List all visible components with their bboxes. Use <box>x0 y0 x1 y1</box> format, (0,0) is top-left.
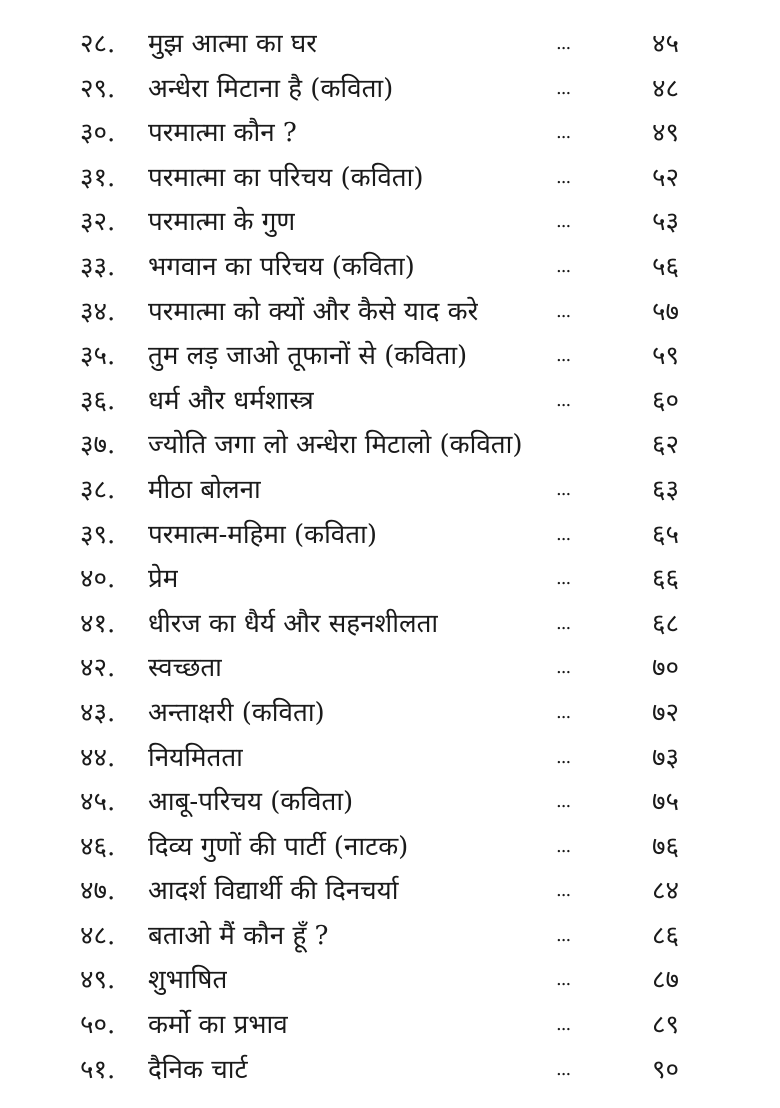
page-number: ८४ <box>652 876 680 907</box>
entry-title: परमात्म-महिमा (कविता) <box>148 519 377 550</box>
page-number: ६३ <box>652 474 680 505</box>
dot-leader: ... <box>556 880 571 902</box>
entry-number: ३४. <box>80 296 116 327</box>
dot-leader: ... <box>556 211 571 233</box>
entry-title: कर्मो का प्रभाव <box>148 1010 288 1041</box>
entry-title: तुम लड़ जाओ तूफानों से (कविता) <box>148 341 468 372</box>
page-number: ६८ <box>652 608 680 639</box>
entry-number: ३८. <box>80 474 116 505</box>
entry-title: धर्म और धर्मशास्त्र <box>148 385 314 416</box>
entry-title: ज्योति जगा लो अन्धेरा मिटालो (कविता) <box>148 430 523 461</box>
entry-title: परमात्मा कौन ? <box>148 118 297 149</box>
toc-entry <box>0 67 780 112</box>
entry-title: भगवान का परिचय (कविता) <box>148 251 415 282</box>
toc-entry <box>0 423 780 468</box>
page-number: ७५ <box>652 787 680 818</box>
dot-leader: ... <box>556 835 571 857</box>
entry-number: ५१. <box>80 1054 116 1085</box>
entry-number: ३९. <box>80 519 116 550</box>
toc-entry <box>0 646 780 691</box>
entry-number: ३६. <box>80 385 116 416</box>
entry-title: मुझ आत्मा का घर <box>148 29 317 59</box>
toc-entry <box>0 780 780 825</box>
dot-leader: ... <box>556 746 571 768</box>
toc-entry <box>0 22 780 67</box>
entry-number: ३७. <box>80 430 116 461</box>
toc-entry <box>0 156 780 201</box>
dot-leader: ... <box>556 345 571 367</box>
toc-entry <box>0 513 780 558</box>
toc-entry <box>0 869 780 914</box>
page-number: ६५ <box>652 519 680 550</box>
page-number: ७६ <box>652 831 680 862</box>
dot-leader: ... <box>556 523 571 545</box>
toc-entry <box>0 111 780 156</box>
dot-leader: ... <box>556 77 571 99</box>
page-number: ७२ <box>652 697 680 728</box>
page-number: ४९ <box>652 118 680 149</box>
entry-number: ४३. <box>80 697 116 728</box>
toc-entry <box>0 958 780 1003</box>
page-number: ८७ <box>652 965 680 996</box>
page-number: ७० <box>652 653 680 684</box>
entry-number: ४५. <box>80 787 116 818</box>
toc-entry <box>0 200 780 245</box>
entry-title: परमात्मा का परिचय (कविता) <box>148 162 424 193</box>
entry-title: बताओ मैं कौन हूँ ? <box>148 920 329 951</box>
page-number: ६० <box>652 385 680 416</box>
entry-number: ४८. <box>80 920 116 951</box>
entry-number: ३३. <box>80 251 116 282</box>
toc-entry <box>0 1003 780 1048</box>
dot-leader: ... <box>556 1058 571 1080</box>
page-number: ५२ <box>652 162 680 193</box>
entry-number: ४६. <box>80 831 116 862</box>
page-number: ५७ <box>652 296 680 327</box>
entry-number: ४१. <box>80 608 116 639</box>
toc-entry <box>0 914 780 959</box>
dot-leader: ... <box>556 791 571 813</box>
toc-entry <box>0 825 780 870</box>
entry-title: अन्ताक्षरी (कविता) <box>148 697 325 728</box>
table-of-contents <box>0 22 780 1092</box>
entry-number: २९. <box>80 73 116 104</box>
toc-entry <box>0 468 780 513</box>
dot-leader: ... <box>556 924 571 946</box>
entry-title: मीठा बोलना <box>148 474 261 505</box>
entry-number: ४९. <box>80 965 116 996</box>
dot-leader: ... <box>556 568 571 590</box>
entry-title: प्रेम <box>148 564 179 595</box>
page-number: ४५ <box>652 29 680 59</box>
dot-leader: ... <box>556 1014 571 1036</box>
entry-title: परमात्मा के गुण <box>148 207 296 238</box>
toc-entry <box>0 290 780 335</box>
page-number: ६२ <box>652 430 680 461</box>
entry-number: ४०. <box>80 564 116 595</box>
entry-number: ३५. <box>80 341 116 372</box>
page-number: ८६ <box>652 920 680 951</box>
toc-entry <box>0 245 780 290</box>
toc-entry <box>0 736 780 781</box>
page-number: ५९ <box>652 341 680 372</box>
page-number: ९० <box>652 1054 680 1085</box>
page-number: ८९ <box>652 1010 680 1041</box>
dot-leader: ... <box>556 389 571 411</box>
toc-entry <box>0 1048 780 1093</box>
dot-leader: ... <box>556 612 571 634</box>
entry-title: दिव्य गुणों की पार्टी (नाटक) <box>148 831 409 862</box>
entry-number: ३०. <box>80 118 116 149</box>
toc-entry <box>0 691 780 736</box>
entry-title: अन्धेरा मिटाना है (कविता) <box>148 73 394 104</box>
entry-number: ४७. <box>80 876 116 907</box>
page-number: ६६ <box>652 564 680 595</box>
entry-title: नियमितता <box>148 742 243 773</box>
entry-number: २८. <box>80 29 116 59</box>
toc-entry <box>0 334 780 379</box>
page-number: ५३ <box>652 207 680 238</box>
page-number: ५६ <box>652 251 680 282</box>
entry-number: ५०. <box>80 1010 116 1041</box>
toc-entry <box>0 379 780 424</box>
dot-leader: ... <box>556 969 571 991</box>
page-number: ४८ <box>652 73 680 104</box>
entry-title: स्वच्छता <box>148 653 222 684</box>
dot-leader: ... <box>556 657 571 679</box>
page-number: ७३ <box>652 742 680 773</box>
entry-number: ४२. <box>80 653 116 684</box>
entry-title: दैनिक चार्ट <box>148 1054 248 1085</box>
entry-title: परमात्मा को क्यों और कैसे याद करे <box>148 296 479 327</box>
toc-entry <box>0 602 780 647</box>
dot-leader: ... <box>556 255 571 277</box>
entry-number: ३२. <box>80 207 116 238</box>
toc-entry <box>0 557 780 602</box>
dot-leader: ... <box>556 701 571 723</box>
entry-title: धीरज का धैर्य और सहनशीलता <box>148 608 439 639</box>
dot-leader: ... <box>556 166 571 188</box>
entry-number: ३१. <box>80 162 116 193</box>
entry-number: ४४. <box>80 742 116 773</box>
dot-leader: ... <box>556 300 571 322</box>
dot-leader: ... <box>556 122 571 144</box>
entry-title: आबू-परिचय (कविता) <box>148 787 354 818</box>
entry-title: आदर्श विद्यार्थी की दिनचर्या <box>148 876 399 907</box>
entry-title: शुभाषित <box>148 965 228 996</box>
dot-leader: ... <box>556 33 571 54</box>
dot-leader: ... <box>556 478 571 500</box>
